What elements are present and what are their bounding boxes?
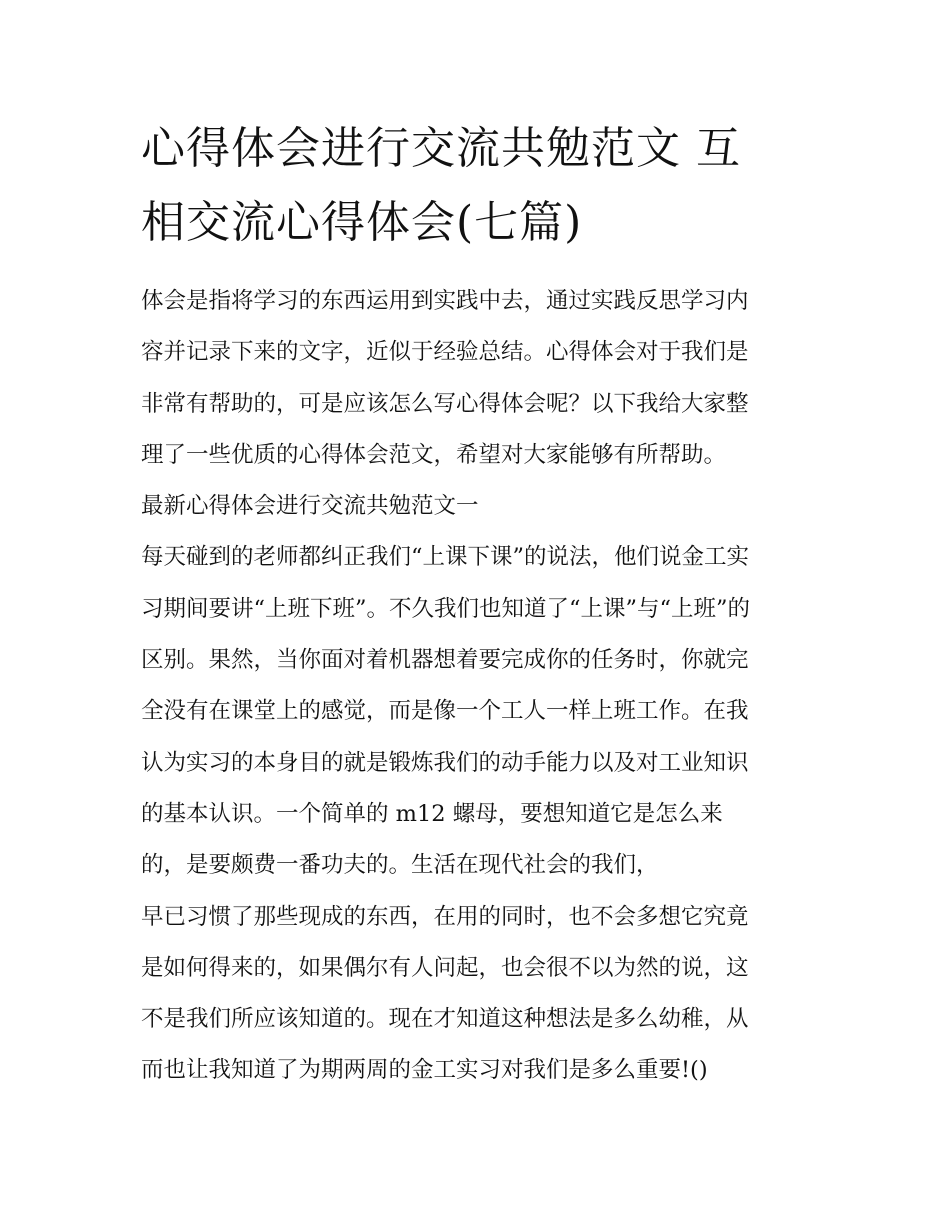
title-line: 相交流心得体会(七篇) (141, 197, 583, 248)
body-line: 而也让我知道了为期两周的金工实习对我们是多么重要!() (141, 1057, 708, 1084)
body-line: 区别。果然，当你面对着机器想着要完成你的任务时，你就完 (141, 647, 749, 674)
body-line: 习期间要讲“上班下班”。不久我们也知道了“上课”与“上班”的 (141, 595, 751, 622)
body-line: 早已习惯了那些现成的东西，在用的同时，也不会多想它究竟 (141, 903, 749, 930)
body-line: 是如何得来的，如果偶尔有人问起，也会很不以为然的说，这 (141, 954, 749, 981)
document-body (141, 276, 816, 1097)
body-line: 的，是要颇费一番功夫的。生活在现代社会的我们， (141, 852, 659, 879)
document-content (141, 112, 816, 1097)
body-line: 不是我们所应该知道的。现在才知道这种想法是多么幼稚，从 (141, 1006, 749, 1033)
intro-line: 容并记录下来的文字，近似于经验总结。心得体会对于我们是 (141, 339, 749, 366)
intro-line: 体会是指将学习的东西运用到实践中去，通过实践反思学习内 (141, 288, 749, 314)
intro-line: 非常有帮助的，可是应该怎么写心得体会呢？以下我给大家整 (141, 390, 749, 417)
title-line: 心得体会进行交流共勉范文 互 (141, 123, 741, 174)
body-line: 全没有在课堂上的感觉，而是像一个工人一样上班工作。在我 (141, 698, 749, 725)
body-line: 每天碰到的老师都纠正我们“上课下课”的说法，他们说金工实 (141, 544, 750, 571)
document-title (141, 112, 816, 260)
body-line: 的基本认识。一个简单的 m12 螺母，要想知道它是怎么来 (141, 800, 723, 827)
section-heading: 最新心得体会进行交流共勉范文一 (141, 493, 479, 520)
intro-line: 理了一些优质的心得体会范文，希望对大家能够有所帮助。 (141, 441, 727, 468)
body-line: 认为实习的本身目的就是锻炼我们的动手能力以及对工业知识 (141, 749, 749, 776)
